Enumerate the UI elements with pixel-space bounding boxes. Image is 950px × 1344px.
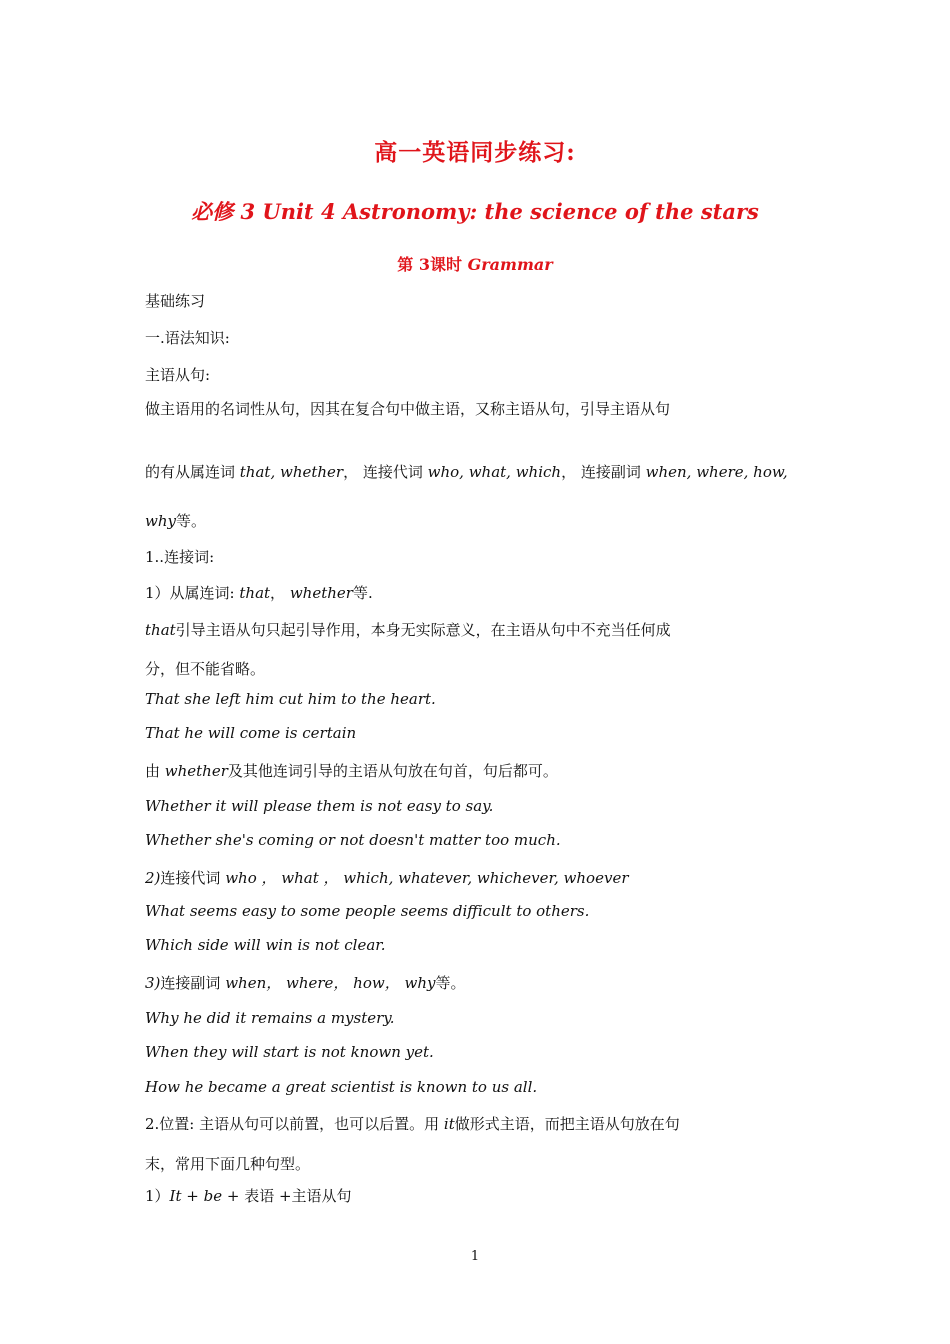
example-sentence: That he will come is certain	[145, 724, 357, 742]
lesson-heading	[0, 252, 950, 275]
text-run: 等.	[352, 584, 373, 602]
paragraph-line	[145, 619, 810, 640]
paragraph-line	[145, 760, 810, 781]
text-run: 由	[145, 762, 165, 780]
text-run: when, where, how,	[645, 463, 788, 481]
text-run: ，	[270, 584, 290, 602]
paragraph-line	[145, 461, 810, 482]
text-run: 等。	[175, 512, 206, 530]
paragraph-line: 做主语用的名词性从句，因其在复合句中做主语，又称主语从句，引导主语从句	[145, 400, 671, 418]
text-run: 引导主语从句只起引导作用，本身无实际意义，在主语从句中不充当任何成	[175, 621, 671, 639]
text-run: 1）	[145, 1187, 170, 1205]
document-title: 高一英语同步练习:	[374, 139, 576, 166]
text-run: 表语 +主语从句	[244, 1187, 352, 1205]
text-run: 2)	[145, 869, 161, 887]
subsection-heading-connectives: 1..连接词:	[145, 548, 215, 566]
example-sentence: Why he did it remains a mystery.	[145, 1009, 395, 1027]
paragraph-line	[145, 582, 810, 603]
page-number: 1	[470, 1249, 480, 1264]
topic-heading-subject-clause: 主语从句:	[145, 366, 211, 384]
paragraph-line	[145, 1185, 810, 1206]
text-run: it	[443, 1115, 455, 1133]
paragraph-line	[145, 1113, 810, 1134]
document-subtitle: 必修 3 Unit 4 Astronomy: the science of the stars	[191, 199, 759, 224]
text-run: 2.位置: 主语从句可以前置，也可以后置。用	[145, 1115, 444, 1133]
text-run: 的有从属连词	[145, 463, 240, 481]
text-run: 3)	[145, 974, 161, 992]
text-run: that	[239, 584, 271, 602]
text-run: 等。	[435, 974, 466, 992]
example-sentence: Whether she's coming or not doesn't matter too much.	[145, 831, 561, 849]
text-run: whether	[164, 762, 228, 780]
example-sentence: When they will start is not known yet.	[145, 1043, 434, 1061]
text-run: why	[145, 512, 176, 530]
text-run: 做形式主语，而把主语从句放在句	[454, 1115, 680, 1133]
text-run: ， 连接副词	[561, 463, 646, 481]
text-run: that, whether	[239, 463, 344, 481]
text-run: 1）从属连词:	[145, 584, 240, 602]
text-run: 及其他连词引导的主语从句放在句首，句后都可。	[227, 762, 558, 780]
text-run: that	[145, 621, 176, 639]
example-sentence: Whether it will please them is not easy to say.	[145, 797, 494, 815]
paragraph-line: 分，但不能省略。	[145, 660, 266, 678]
section-heading-grammar: 一.语法知识:	[145, 329, 230, 347]
example-sentence: Which side will win is not clear.	[145, 936, 386, 954]
paragraph-line	[145, 510, 810, 531]
text-run: 连接代词	[160, 869, 226, 887]
paragraph-line	[145, 867, 810, 888]
paragraph-line	[145, 972, 810, 993]
section-heading-basic: 基础练习	[145, 292, 206, 310]
text-run: when， where， how， why	[225, 974, 436, 992]
example-sentence: That she left him cut him to the heart.	[145, 690, 436, 708]
text-run: It + be +	[169, 1187, 245, 1205]
lesson-topic: Grammar	[467, 255, 553, 274]
text-run: whether	[289, 584, 353, 602]
text-run: who, what, which	[427, 463, 562, 481]
text-run: who ， what ， which, whatever, whichever, whoever	[225, 869, 629, 887]
paragraph-line: 末，常用下面几种句型。	[145, 1155, 311, 1173]
lesson-number: 第 3课时	[397, 255, 468, 274]
text-run: ， 连接代词	[343, 463, 428, 481]
text-run: 连接副词	[160, 974, 226, 992]
example-sentence: How he became a great scientist is known to us all.	[145, 1078, 538, 1096]
example-sentence: What seems easy to some people seems difficult to others.	[145, 902, 590, 920]
